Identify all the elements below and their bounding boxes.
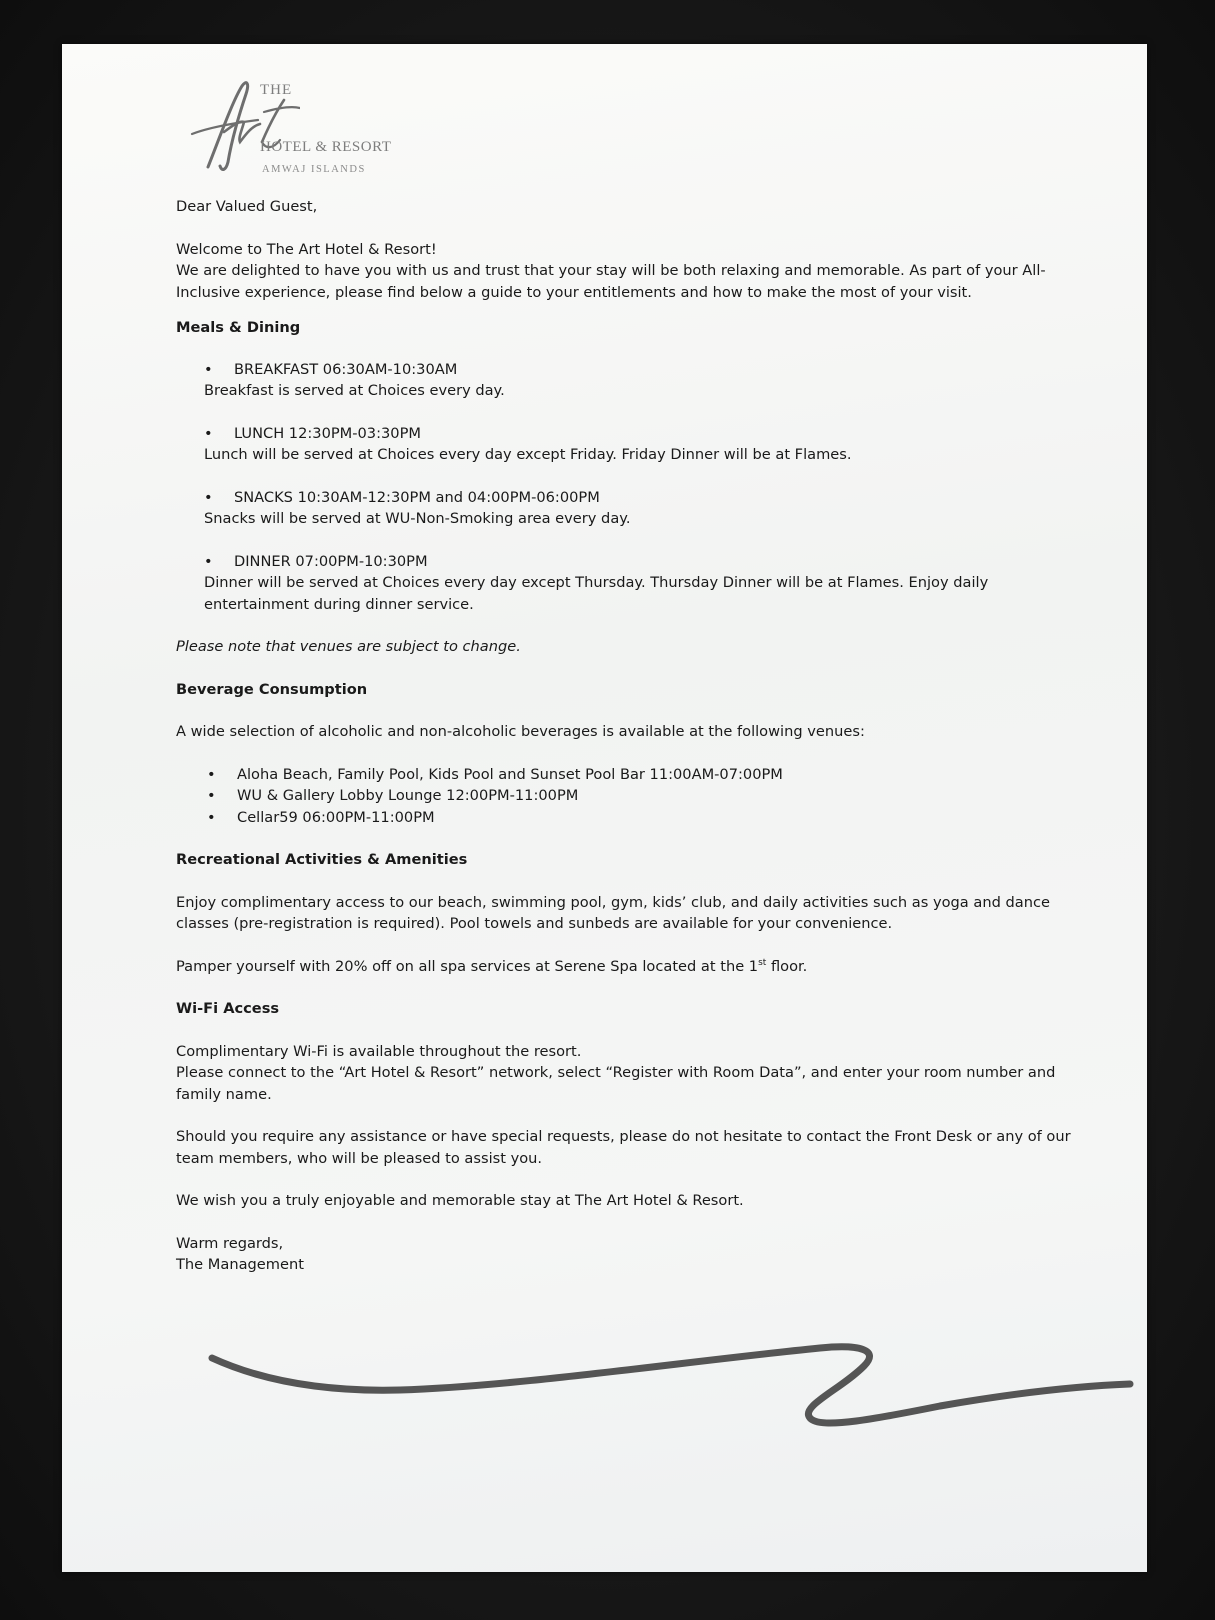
- logo-hotel-name: HOTEL & RESORT: [260, 139, 392, 155]
- letter-body: [176, 196, 1076, 1276]
- beverage-heading: Beverage Consumption: [176, 680, 368, 698]
- venue-item: • Aloha Beach, Family Pool, Kids Pool and Sunset Pool Bar 11:00AM-07:00PM: [176, 764, 1076, 786]
- recreation-heading: Recreational Activities & Amenities: [176, 851, 468, 868]
- wifi-line-2: Please connect to the “Art Hotel & Resort” network, select “Register with Room Data”, and enter your room number and family name.: [176, 1064, 1056, 1103]
- meal-item-lunch: [176, 423, 1076, 466]
- meal-detail: Snacks will be served at WU-Non-Smoking area every day.: [204, 510, 631, 527]
- meal-title: • DINNER 07:00PM-10:30PM: [204, 551, 1076, 573]
- meal-title: • LUNCH 12:30PM-03:30PM: [204, 423, 1076, 445]
- welcome-line: Welcome to The Art Hotel & Resort!: [176, 240, 437, 258]
- venue-list: [176, 764, 1076, 829]
- assistance-paragraph: Should you require any assistance or have special requests, please do not hesitate to contact the Front Desk or any of our team members, who will be pleased to assist you.: [176, 1128, 1071, 1167]
- venue-item: • WU & Gallery Lobby Lounge 12:00PM-11:00PM: [176, 785, 1076, 807]
- intro-paragraph: We are delighted to have you with us and trust that your stay will be both relaxing and memorable. As part of your All-Inclusive experience, please find below a guide to your entitlements and how to make the most of your visit.: [176, 262, 1046, 301]
- meal-item-snacks: [176, 487, 1076, 530]
- closing-wish: We wish you a truly enjoyable and memorable stay at The Art Hotel & Resort.: [176, 1192, 744, 1209]
- closing-phrase: Warm regards,: [176, 1234, 284, 1252]
- hotel-logo: [180, 72, 440, 182]
- meal-item-breakfast: [176, 359, 1076, 402]
- wifi-heading: Wi-Fi Access: [176, 1000, 280, 1017]
- meal-detail: Lunch will be served at Choices every day except Friday. Friday Dinner will be at Flames.: [204, 446, 852, 463]
- spa-offer-end: floor.: [766, 957, 808, 975]
- spa-offer-text: Pamper yourself with 20% off on all spa services at Serene Spa located at the 1: [176, 957, 759, 975]
- venues-note: Please note that venues are subject to change.: [176, 638, 521, 655]
- meals-heading: Meals & Dining: [176, 319, 301, 336]
- logo-location: AMWAJ ISLANDS: [262, 164, 366, 175]
- spa-offer: [176, 956, 1076, 978]
- venue-item: • Cellar59 06:00PM-11:00PM: [176, 807, 1076, 829]
- meal-detail: Dinner will be served at Choices every day except Thursday. Thursday Dinner will be at Flames. Enjoy daily entertainment during dinner service.: [204, 574, 989, 613]
- beverage-intro: A wide selection of alcoholic and non-alcoholic beverages is available at the following venues:: [176, 723, 865, 740]
- recreation-text: Enjoy complimentary access to our beach, swimming pool, gym, kids’ club, and daily activities such as yoga and dance classes (pre-registration is required). Pool towels and sunbeds are available for your convenience.: [176, 893, 1050, 932]
- logo-the-text: THE: [260, 82, 293, 98]
- signatory: The Management: [176, 1256, 304, 1273]
- meal-title: • BREAKFAST 06:30AM-10:30AM: [204, 359, 1076, 381]
- meal-item-dinner: [176, 551, 1076, 616]
- meal-title: • SNACKS 10:30AM-12:30PM and 04:00PM-06:00PM: [204, 487, 1076, 509]
- salutation: Dear Valued Guest,: [176, 198, 318, 215]
- decorative-swoosh-icon: [200, 1340, 1140, 1450]
- spa-floor-ordinal: st: [758, 957, 767, 968]
- wifi-line-1: Complimentary Wi-Fi is available throughout the resort.: [176, 1042, 582, 1060]
- meal-detail: Breakfast is served at Choices every day.: [204, 382, 505, 399]
